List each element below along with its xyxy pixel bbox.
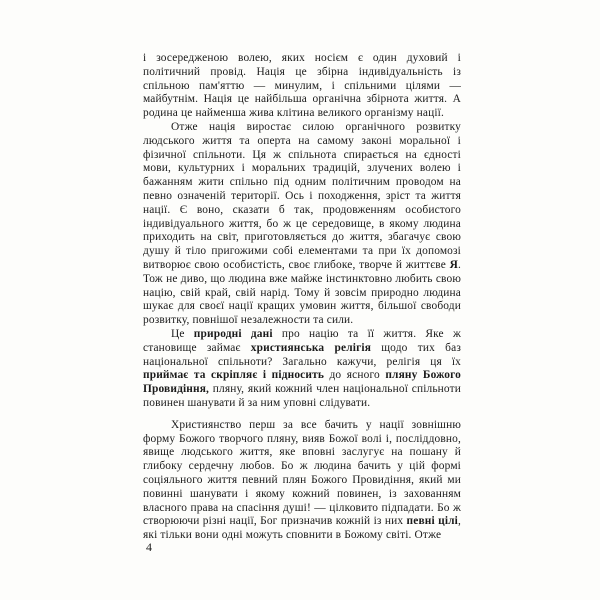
text-run: щодо тих баз національної спільноти? Загально кажучи, релігія ця їх — [143, 341, 461, 368]
text-run: про націю та її життя. Яке ж становище займає — [143, 327, 461, 354]
emphasis-text: пляну Божого Провидіння, — [143, 369, 462, 396]
emphasis-text: приймає та скріпляє і підносить — [143, 369, 325, 382]
page-number: 4 — [146, 540, 152, 554]
emphasis-text: християнська релігія — [250, 341, 372, 354]
text-run: . Тож не диво, що людина вже майже інстинктовно любить свою націю, свій край, свій нарід. Тому й зовсім природно людина шукає для своєї нації кращих умовин життя, більшої свободи розвитку, повнішої незалежности та сили. — [143, 258, 461, 327]
text-run: , які тільки вони одні можуть сповнити в Божому світі. Отже — [143, 515, 461, 542]
text-run: Християнство перш за все бачить у нації зовнішню форму Божого творчого пляну, вияв Божої волі і, посліддовно, явище людського життя, яке вповні заслугує на пошану й глибоку сердечну любов. Бо ж людина бачить у цій формі соціяльного життя певний плян Божого Провидіння, який ми повинні шанувати і якому кожний повинен, із захованням власного права на спасіння душі! — цілковито підпадати. Бо ж створюючи різні нації, Бог призначив кожній із них — [143, 418, 461, 528]
paragraph — [143, 121, 461, 328]
emphasis-text: Я — [449, 258, 458, 271]
text-run: до ясного — [324, 369, 386, 382]
emphasis-text: певні цілі — [406, 515, 458, 528]
text-run: пляну, який кожний член національної спільноти повинен шанувати й за ним уповні слідувати. — [143, 383, 461, 409]
emphasis-text: природні дані — [193, 327, 273, 340]
paragraph — [143, 52, 461, 121]
text-run: Отже нація виростає силою органічного розвитку людського життя та оперта на самому законі моральної і фізичної спільноти. Ця ж спільнота спирається на єдності мови, культурних і моральних традицій, злучених волею і бажанням жити спільно під одним політичним проводом на певно означеній території. Ось і походження, зріст та життя нації. Є воно, сказати б так, продовженням особистого індивідуального життя, бо ж це середовище, в якому людина приходить на світ, приготовляється до життя, збагачує свою душу й тіло пригожими собі елементами та при їх допомозі витворює свою особистість, своє глибоке, творче й життєве — [143, 120, 461, 271]
paragraph — [143, 419, 461, 543]
text-run: і зосередженою волею, яких носієм є один духовий і політичний провід. Нація це збірна індивідуальність із спільною пам'яттю — минулим, і спільними цілями — майбутнім. Нація це найбільша органічна збірнота життя. А родина це найменша жива клітина великого організму нації. — [143, 52, 461, 120]
paragraph — [143, 328, 461, 411]
page-body-text — [143, 52, 461, 543]
text-run: Це — [171, 327, 194, 340]
